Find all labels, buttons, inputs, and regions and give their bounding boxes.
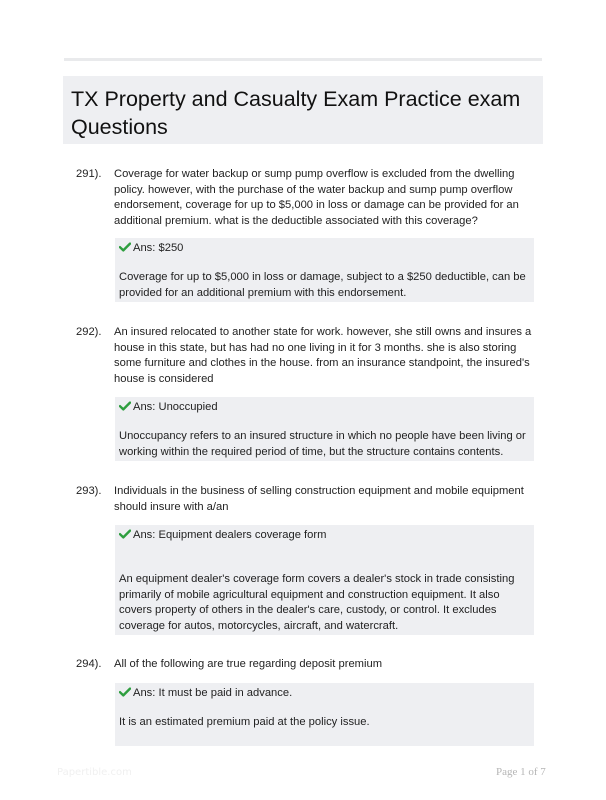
question-number: 294).	[76, 658, 102, 670]
check-icon	[119, 687, 131, 697]
top-divider	[64, 58, 542, 61]
answer-explanation: An equipment dealer's coverage form covers a dealer's stock in trade consisting primarily of mobile agricultural equipment and construction equipment. It also covers property of others in the dealer's care, custody, or control. It excludes coverage for autos, motorcycles, aircraft, and watercraft.	[119, 573, 515, 632]
question-text: Coverage for water backup or sump pump overflow is excluded from the dwelling policy. however, with the purchase of the water backup and sump pump overflow endorsement, coverage for up to $5,000 in loss or damage can be provided for an additional premium. what is the deductible associated with this coverage?	[114, 168, 519, 227]
answer-box	[115, 525, 534, 635]
answer-explanation: It is an estimated premium paid at the policy issue.	[119, 716, 370, 728]
answer-explanation: Unoccupancy refers to an insured structure in which no people have been living or working within the required period of time, but the structure contains contents.	[119, 430, 526, 458]
question-number: 291).	[76, 168, 102, 180]
answer-line	[119, 400, 218, 415]
answer-line	[119, 241, 183, 256]
answer-explanation: Coverage for up to $5,000 in loss or damage, subject to a $250 deductible, can be provided for an additional premium with this endorsement.	[119, 271, 526, 299]
answer-text: Ans: Equipment dealers coverage form	[133, 529, 327, 541]
question-number: 293).	[76, 485, 102, 497]
check-icon	[119, 242, 131, 252]
answer-line	[119, 686, 292, 701]
answer-box	[115, 238, 534, 302]
answer-text: Ans: $250	[133, 242, 184, 254]
question-text: Individuals in the business of selling construction equipment and mobile equipment should insure with a/an	[114, 485, 524, 513]
answer-text: Ans: Unoccupied	[133, 401, 218, 413]
question-text: All of the following are true regarding deposit premium	[114, 658, 383, 670]
footer-watermark: Papertible.com	[57, 767, 132, 778]
answer-line	[119, 528, 326, 543]
answer-box	[115, 397, 534, 461]
page-indicator: Page 1 of 7	[496, 766, 546, 778]
answer-text: Ans: It must be paid in advance.	[133, 687, 293, 699]
check-icon	[119, 529, 131, 539]
question-number: 292).	[76, 326, 102, 338]
page-title: TX Property and Casualty Exam Practice exam Questions	[71, 87, 521, 139]
title-banner	[63, 76, 543, 144]
question-text: An insured relocated to another state for work. however, she still owns and insures a house in this state, but has had no one living in it for 3 months. she is also storing some furniture and clothes in the house. from an insurance standpoint, the insured's house is considered	[114, 326, 532, 385]
answer-box	[115, 683, 534, 746]
check-icon	[119, 401, 131, 411]
